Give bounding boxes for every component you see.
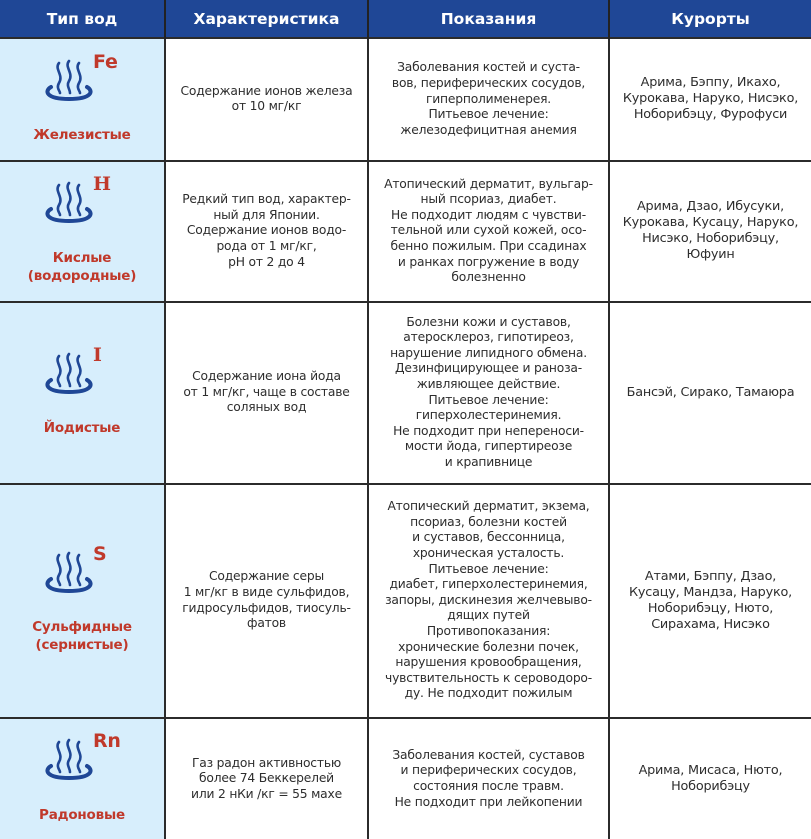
indications-cell: Болезни кожи и суставов, атеросклероз, гипотиреоз, нарушение липидного обмена. Дезинфицирующее и раноза- живляющее действие. Питьевое лечение: гиперхолестеринемия. Не подходит при непереноси- мости йода, гипертиреозе и крапивнице (368, 302, 609, 484)
hot-spring-icon (43, 549, 95, 597)
hot-spring-icon-wrap (37, 50, 127, 107)
hot-spring-icon-wrap (37, 730, 127, 786)
hot-spring-icon (43, 179, 95, 227)
element-symbol: I (93, 343, 102, 366)
element-symbol: Fe (93, 50, 118, 73)
water-type-name: Йодистые (43, 420, 121, 437)
resorts-cell: Арима, Бэппу, Икахо, Курокава, Наруко, Нисэко, Ноборибэцу, Фурофуси (609, 38, 811, 161)
hot-spring-icon (43, 57, 95, 105)
hot-spring-icon-wrap (37, 542, 127, 599)
header-water-type: Тип вод (0, 0, 165, 38)
indications-cell: Заболевания костей, суставов и периферических сосудов, состояния после травм. Не подходит при лейкопении (368, 718, 609, 839)
indications-cell: Заболевания костей и суста- вов, периферических сосудов, гиперполименерея. Питьевое лечение: железодефицитная анемия (368, 38, 609, 161)
resorts-cell: Арима, Мисаса, Нюто, Ноборибэцу (609, 718, 811, 839)
water-type-cell (0, 38, 165, 161)
water-type-name: Сульфидные (сернистые) (32, 619, 132, 654)
characteristic-cell: Содержание серы 1 мг/кг в виде сульфидов, гидросульфидов, тиосуль- фатов (165, 484, 368, 718)
header-resorts: Курорты (609, 0, 811, 38)
water-type-name: Железистые (33, 127, 131, 144)
resorts-cell: Бансэй, Сирако, Тамаюра (609, 302, 811, 484)
table-row (0, 718, 811, 839)
characteristic-cell: Содержание иона йода от 1 мг/кг, чаще в составе соляных вод (165, 302, 368, 484)
characteristic-cell: Содержание ионов железа от 10 мг/кг (165, 38, 368, 161)
hot-spring-icon-wrap (37, 343, 127, 400)
water-type-cell (0, 718, 165, 839)
indications-cell: Атопический дерматит, вульгар- ный псориаз, диабет. Не подходит людям с чувстви- тельной или сухой кожей, осо- бенно пожилым. При ссадинах и ранках погружение в воду болезненно (368, 161, 609, 302)
indications-cell: Атопический дерматит, экзема, псориаз, болезни костей и суставов, бессонница, хроническая усталость. Питьевое лечение: диабет, гиперхолестеринемия, запоры, дискинезия желчевыво- дящих путей Противопоказания: хронические болезни почек, нарушения кровообращения, чувствительность к сероводоро- ду. Не подходит пожилым (368, 484, 609, 718)
water-type-name: Радоновые (39, 806, 125, 823)
hot-spring-icon (43, 350, 95, 398)
table-row (0, 161, 811, 302)
water-type-cell (0, 161, 165, 302)
characteristic-cell: Газ радон активностью более 74 Беккерелей или 2 нКи /кг = 55 махе (165, 718, 368, 839)
characteristic-cell: Редкий тип вод, характер- ный для Японии. Содержание ионов водо- рода от 1 мг/кг, pH от 2 до 4 (165, 161, 368, 302)
hot-spring-icon-wrap (37, 173, 127, 229)
hot-spring-icon (43, 736, 95, 784)
element-symbol: H (93, 173, 111, 196)
element-symbol: S (93, 542, 107, 565)
water-type-cell (0, 302, 165, 484)
header-row (0, 0, 811, 38)
table-row (0, 484, 811, 718)
water-type-name: Кислые (водородные) (27, 249, 137, 284)
header-characteristic: Характеристика (165, 0, 368, 38)
resorts-cell: Арима, Дзао, Ибусуки, Курокава, Кусацу, Наруко, Нисэко, Ноборибэцу, Юфуин (609, 161, 811, 302)
table-row (0, 302, 811, 484)
header-indications: Показания (368, 0, 609, 38)
element-symbol: Rn (93, 730, 121, 753)
table-row (0, 38, 811, 161)
water-type-cell (0, 484, 165, 718)
resorts-cell: Атами, Бэппу, Дзао, Кусацу, Мандза, Наруко, Ноборибэцу, Нюто, Сирахама, Нисэко (609, 484, 811, 718)
